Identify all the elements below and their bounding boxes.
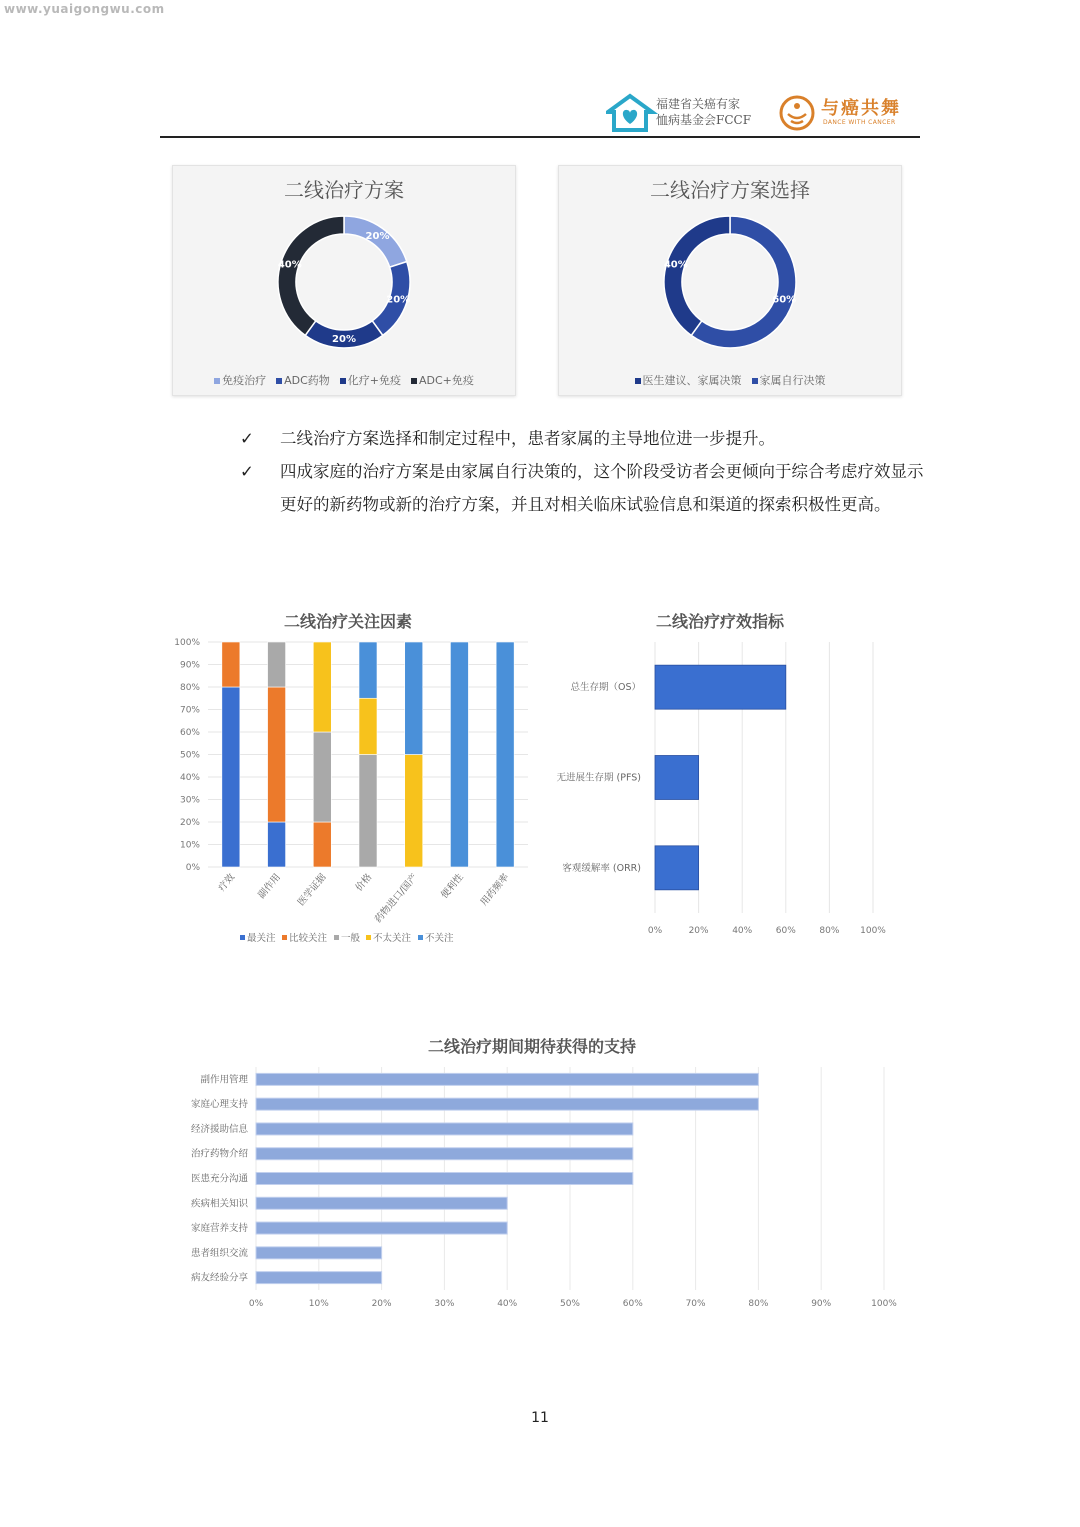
support-bar-chart [170, 1062, 910, 1322]
x-tick-label: 80% [819, 926, 840, 936]
y-tick-label: 60% [179, 728, 200, 738]
x-tick-label: 40% [497, 1299, 518, 1309]
legend-label: 比较关注 [289, 933, 328, 944]
x-category-label: 副作用 [256, 871, 283, 901]
stacked-bar-segment [222, 642, 240, 687]
donut-slice-label: 60% [772, 294, 797, 306]
fccf-line1: 福建省关癌有家 [656, 97, 741, 111]
support-bar [256, 1222, 507, 1234]
y-tick-label: 100% [174, 638, 200, 648]
page-number: 11 [531, 1410, 549, 1426]
x-tick-label: 10% [308, 1299, 329, 1309]
donut-slice-label: 20% [386, 294, 411, 306]
finding-item [240, 455, 930, 521]
y-category-label: 家庭营养支持 [190, 1223, 248, 1235]
legend-item [752, 372, 826, 388]
finding-item [240, 422, 930, 455]
dancer-circle-icon [781, 97, 813, 129]
x-tick-label: 90% [811, 1299, 832, 1309]
stacked-bar-segment [222, 687, 240, 867]
x-tick-label: 0% [647, 926, 663, 936]
efficacy-bar [655, 846, 699, 890]
stacked-bar-segment [268, 822, 286, 867]
donut1-title: 二线治疗方案 [284, 178, 404, 202]
support-bar [256, 1073, 758, 1085]
x-category-label: 价格 [353, 871, 375, 894]
efficacy-chart-title: 二线治疗疗效指标 [656, 612, 785, 631]
stacked-bar-segment [313, 822, 331, 867]
support-bar [256, 1197, 507, 1209]
donut1-legend [173, 372, 515, 388]
donut-panel-treatment [172, 165, 516, 396]
x-tick-label: 60% [622, 1299, 643, 1309]
legend-label: 一般 [341, 933, 361, 944]
stacked-bar-segment [313, 642, 331, 732]
donut-slice [664, 216, 730, 335]
support-bar [256, 1247, 382, 1259]
y-tick-label: 70% [179, 705, 200, 716]
efficacy-bar [655, 665, 786, 709]
x-category-label: 便利性 [438, 871, 466, 901]
stacked-bar-segment [450, 642, 468, 867]
legend-label: 不太关注 [373, 933, 412, 944]
stacked-bar-segment [313, 732, 331, 822]
support-bar [256, 1098, 758, 1110]
efficacy-bar [655, 756, 699, 800]
y-category-label: 患者组织交流 [190, 1247, 248, 1259]
legend-swatch [752, 378, 758, 384]
legend-label: ADC药物 [284, 374, 330, 387]
check-icon: ✓ [240, 462, 254, 481]
legend-label: 不关注 [425, 933, 454, 944]
x-tick-label: 0% [248, 1299, 264, 1309]
house-heart-icon [608, 96, 652, 130]
legend-swatch [411, 378, 417, 384]
donut-slice-label: 40% [663, 259, 688, 271]
support-bar [256, 1148, 633, 1160]
y-category-label: 无进展生存期 (PFS) [556, 772, 641, 784]
legend-swatch [240, 935, 245, 940]
header-divider [160, 136, 920, 138]
x-tick-label: 30% [434, 1299, 455, 1309]
legend-label: 家属自行决策 [759, 374, 826, 387]
y-tick-label: 0% [185, 863, 200, 873]
legend-label: 免疫治疗 [222, 374, 267, 387]
stacked-bar-segment [405, 755, 423, 868]
support-bar [256, 1272, 382, 1284]
y-tick-label: 30% [179, 795, 200, 806]
stacked-bar-segment [268, 687, 286, 822]
legend-item [276, 372, 330, 388]
x-tick-label: 60% [775, 926, 796, 936]
x-tick-label: 70% [685, 1299, 706, 1309]
legend-label: 化疗+免疫 [347, 374, 401, 387]
donut2-chart [559, 166, 901, 395]
legend-item [214, 372, 266, 388]
y-category-label: 治疗药物介绍 [190, 1148, 248, 1160]
donut-slice-label: 40% [277, 259, 302, 271]
dwc-logo-cn: 与癌共舞 [821, 98, 901, 119]
y-category-label: 总生存期（OS） [570, 682, 641, 694]
y-category-label: 疾病相关知识 [190, 1198, 248, 1210]
donut1-chart [173, 166, 515, 395]
x-category-label: 药物进口/国产 [372, 871, 421, 926]
support-bar [256, 1123, 633, 1135]
findings-list [240, 422, 930, 521]
donut-slice-label: 20% [332, 334, 356, 345]
fccf-logo-text [656, 96, 751, 128]
dwc-logo-en: DANCE WITH CANCER [823, 119, 896, 126]
y-category-label: 病友经验分享 [190, 1272, 248, 1284]
stacked-bar-segment [405, 642, 423, 755]
legend-swatch [418, 935, 423, 940]
efficacy-bar-chart [555, 630, 905, 950]
fccf-line2: 恤病基金会FCCF [656, 113, 752, 127]
legend-label: 最关注 [247, 933, 276, 944]
stacked-bar-segment [359, 698, 377, 754]
legend-item [635, 372, 742, 388]
finding-text: 四成家庭的治疗方案是由家属自行决策的，这个阶段受访者会更倾向于综合考虑疗效显示更好的新药物或新的治疗方案，并且对相关临床试验信息和渠道的探索积极性更高。 [280, 462, 924, 514]
x-tick-label: 20% [688, 926, 709, 936]
x-tick-label: 50% [559, 1299, 581, 1309]
legend-swatch [340, 378, 346, 384]
stacked-bar-segment [496, 642, 514, 867]
legend-item [340, 372, 401, 388]
y-tick-label: 80% [179, 683, 200, 693]
support-chart-title: 二线治疗期间期待获得的支持 [428, 1037, 637, 1056]
legend-swatch [214, 378, 220, 384]
legend-label: 医生建议、家属决策 [642, 374, 742, 387]
support-bar [256, 1173, 633, 1185]
watermark: www.yuaigongwu.com [4, 2, 165, 16]
y-category-label: 经济援助信息 [190, 1123, 248, 1135]
check-icon: ✓ [240, 429, 254, 448]
factors-stacked-chart [170, 630, 540, 960]
finding-text: 二线治疗方案选择和制定过程中，患者家属的主导地位进一步提升。 [280, 429, 775, 448]
stacked-bar-segment [268, 642, 286, 687]
factors-chart-title: 二线治疗关注因素 [284, 612, 413, 631]
y-category-label: 客观缓解率 (ORR) [562, 862, 641, 874]
x-tick-label: 40% [732, 926, 753, 936]
stacked-bar-segment [359, 755, 377, 868]
y-tick-label: 50% [179, 750, 200, 761]
stacked-bar-segment [359, 642, 377, 698]
legend-swatch [635, 378, 641, 384]
x-tick-label: 20% [371, 1299, 392, 1309]
y-category-label: 副作用管理 [200, 1074, 248, 1086]
legend-swatch [276, 378, 282, 384]
legend-swatch [334, 935, 339, 940]
x-tick-label: 80% [748, 1299, 769, 1309]
legend-swatch [366, 935, 371, 940]
x-tick-label: 100% [871, 1299, 897, 1309]
y-category-label: 医患充分沟通 [190, 1173, 248, 1185]
y-category-label: 家庭心理支持 [190, 1099, 248, 1111]
donut-panel-decision [558, 165, 902, 396]
x-category-label: 医学证据 [295, 871, 329, 909]
donut2-legend [559, 372, 901, 388]
y-tick-label: 10% [179, 840, 200, 851]
donut-slice-label: 20% [365, 230, 390, 242]
legend-item [411, 372, 474, 388]
donut-slice [278, 216, 344, 335]
legend-swatch [282, 935, 287, 940]
y-tick-label: 20% [179, 818, 200, 828]
y-tick-label: 40% [179, 773, 200, 783]
legend-label: ADC+免疫 [419, 374, 474, 387]
x-category-label: 疗效 [216, 871, 238, 894]
x-tick-label: 100% [860, 926, 886, 936]
y-tick-label: 90% [179, 660, 200, 671]
donut2-title: 二线治疗方案选择 [650, 178, 810, 202]
x-category-label: 用药频率 [478, 871, 512, 909]
